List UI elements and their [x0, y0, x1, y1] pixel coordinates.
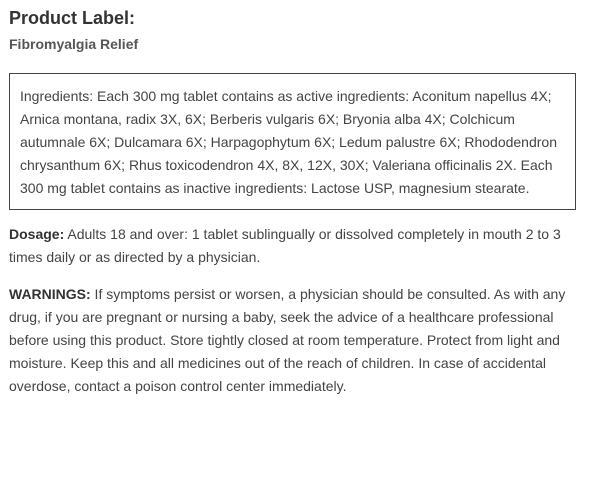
warnings-section: [9, 283, 589, 398]
dosage-text: Adults 18 and over: 1 tablet sublingually or dissolved completely in mouth 2 to 3 times daily or as directed by a physician.: [9, 226, 561, 265]
product-name: Fibromyalgia Relief: [9, 36, 139, 52]
warnings-label: WARNINGS:: [9, 286, 91, 302]
ingredients-text: Ingredients: Each 300 mg tablet contains as active ingredients: Aconitum napellus 4X; Arnica montana, radix 3X, 6X; Berberis vulgaris 6X; Bryonia alba 4X; Colchicum autumnale 6X; Dulcamara 6X; Harpagophytum 6X; Ledum palustre 6X; Rhododendron chrysanthum 6X; Rhus toxicodendron 4X, 8X, 12X, 30X; Valeriana officinalis 2X. Each 300 mg tablet contains as inactive ingredients: Lactose USP, magnesium stearate.: [20, 88, 557, 196]
dosage-section: [9, 223, 589, 269]
warnings-text: If symptoms persist or worsen, a physician should be consulted. As with any drug, if you are pregnant or nursing a baby, seek the advice of a healthcare professional before using this product. Store tightly closed at room temperature. Protect from light and moisture. Keep this and all medicines out of the reach of children. In case of accidental overdose, contact a poison control center immediately.: [9, 286, 566, 394]
page-title: Product Label:: [9, 8, 136, 28]
dosage-label: Dosage:: [9, 226, 65, 242]
ingredients-box: [9, 73, 576, 210]
